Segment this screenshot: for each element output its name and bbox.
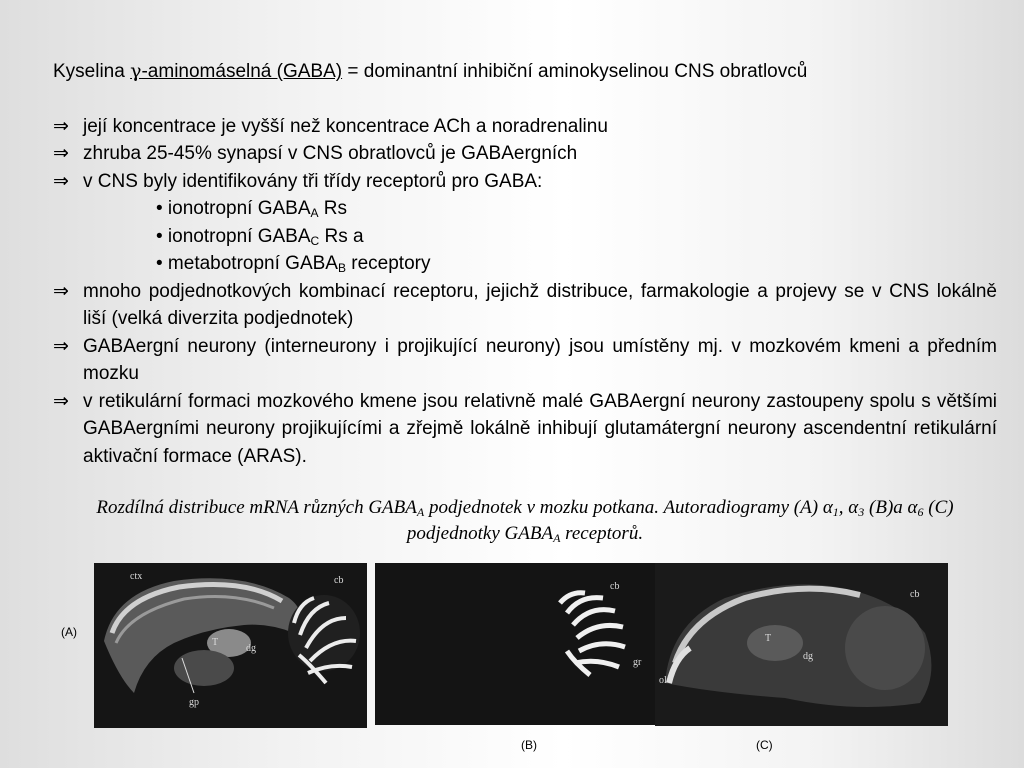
label-cb: cb — [910, 589, 920, 600]
receptor-label: • ionotropní GABA — [156, 225, 311, 247]
receptor-subscript: A — [310, 206, 319, 220]
bullet-text: GABAergní neurony (interneurony i projikující neurony) jsou umístěny mj. v mozkovém kmeni a předním mozku — [83, 335, 997, 384]
receptor-suffix: Rs — [318, 198, 348, 219]
receptor-subscript: B — [337, 261, 346, 275]
caption-text: (B)a — [864, 497, 908, 518]
alpha-symbol: α — [822, 497, 833, 518]
implies-arrow-icon: ⇒ — [53, 143, 69, 164]
caption-subscript: A — [553, 531, 561, 545]
bullet-text: v CNS byly identifikovány tři třídy receptorů pro GABA: — [83, 170, 543, 192]
implies-arrow-icon: ⇒ — [53, 390, 69, 412]
receptor-subscript: C — [310, 233, 320, 248]
label-t: T — [212, 637, 219, 648]
heading-prefix: Kyselina — [53, 61, 131, 82]
label-gp: gp — [189, 697, 199, 708]
label-cb: cb — [610, 581, 620, 592]
caption-text: podjednotek v mozku potkana. Autoradiogramy (A) — [424, 497, 823, 518]
receptor-item-gaba-b — [53, 250, 997, 278]
implies-arrow-icon: ⇒ — [53, 115, 69, 137]
receptor-item-gaba-a — [53, 195, 997, 223]
panel-label-a: (A) — [61, 625, 77, 639]
caption-subscript: 6 — [917, 505, 924, 519]
slide-body — [53, 58, 997, 470]
label-ctx: ctx — [130, 571, 143, 582]
receptor-item-gaba-c — [53, 223, 997, 251]
list-item — [53, 333, 997, 388]
caption-subscript: A — [416, 505, 425, 519]
caption-text: (C) podjednotky GABA — [406, 497, 954, 544]
label-gr: gr — [633, 657, 642, 668]
list-item — [53, 388, 997, 471]
caption-text: , — [838, 497, 849, 518]
figure-caption — [55, 495, 995, 547]
autoradiogram-b — [375, 563, 665, 725]
bullet-text: mnoho podjednotkových kombinací receptoru, jejichž distribuce, farmakologie a projevy se v CNS lokálně liší (velká diverzita podjednotek) — [83, 280, 997, 329]
caption-subscript: 1 — [832, 505, 839, 519]
list-item — [53, 278, 997, 333]
label-dg: dg — [803, 651, 813, 662]
heading-link-text: -aminomáselná (GABA) — [141, 61, 343, 82]
heading-line — [53, 58, 997, 86]
caption-text: receptorů. — [560, 523, 644, 544]
list-item — [53, 113, 997, 141]
panel-label-c: (C) — [756, 738, 773, 752]
autoradiogram-a — [94, 563, 367, 728]
implies-arrow-icon: ⇒ — [53, 280, 69, 302]
implies-arrow-icon: ⇒ — [53, 335, 69, 357]
bullet-text: zhruba 25-45% synapsí v CNS obratlovců je GABAergních — [83, 143, 578, 164]
autoradiogram-c — [655, 563, 948, 726]
heading-link[interactable] — [130, 61, 342, 82]
alpha-symbol: α — [907, 497, 918, 518]
implies-arrow-icon: ⇒ — [53, 170, 69, 192]
label-dg: dg — [246, 643, 256, 654]
bullet-text: v retikulární formaci mozkového kmene jsou relativně malé GABAergní neurony zastoupeny spolu s většími GABAergními neurony projikujícími a zřejmě lokálně inhibují glutamátergní neurony ascendentní retikulární aktivační formace (ARAS). — [83, 390, 997, 467]
bullet-text: její koncentrace je vyšší než koncentrace ACh a noradrenalinu — [83, 115, 608, 137]
label-t: T — [765, 633, 772, 644]
caption-subscript: 3 — [858, 505, 865, 519]
panel-label-b: (B) — [521, 738, 537, 752]
alpha-symbol: α — [848, 497, 859, 518]
list-item — [53, 140, 997, 168]
label-cb: cb — [334, 575, 344, 586]
receptor-suffix: Rs a — [319, 225, 364, 247]
receptor-label: • ionotropní GABA — [156, 198, 311, 219]
caption-text: Rozdílná distribuce mRNA různých GABA — [96, 497, 417, 518]
heading-rest: = dominantní inhibiční aminokyselinou CNS obratlovců — [342, 61, 808, 82]
gamma-symbol: γ — [130, 60, 142, 82]
receptor-label: • metabotropní GABA — [156, 253, 338, 274]
receptor-suffix: receptory — [345, 253, 431, 274]
list-item — [53, 168, 997, 196]
label-ol: ol — [659, 675, 667, 686]
